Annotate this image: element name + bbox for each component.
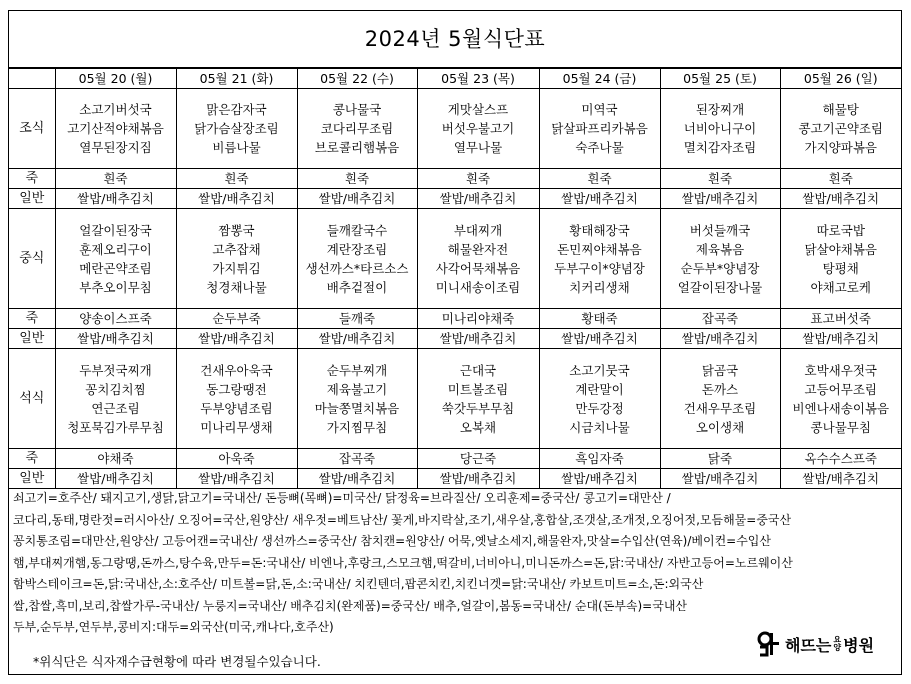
dinner-porridge-cell: 야채죽 [55, 449, 176, 469]
menu-item: 얼갈이된장국 [79, 222, 152, 238]
logo-text-right: 병원 [843, 635, 875, 655]
breakfast-normal-cell: 쌀밥/배추김치 [176, 189, 297, 209]
menu-item: 순두부찌개 [326, 362, 388, 378]
menu-item: 된장찌개 [695, 102, 745, 117]
lunch-porridge-cell: 순두부죽 [176, 309, 297, 329]
dinner-normal-cell: 쌀밥/배추김치 [780, 469, 901, 489]
lunch-menu-cell [417, 209, 539, 309]
menu-item: 미트볼조림 [447, 381, 509, 397]
header-corner [9, 69, 55, 89]
breakfast-normal-cell: 쌀밥/배추김치 [297, 189, 417, 209]
menu-item: 연근조림 [91, 400, 140, 416]
menu-item: 들깨칼국수 [326, 222, 388, 238]
normal-label: 일반 [9, 469, 55, 489]
breakfast-label: 조식 [9, 89, 55, 169]
menu-item: 해물완자전 [447, 241, 509, 257]
logo-text-left: 해뜨는 [785, 635, 832, 655]
normal-label: 일반 [9, 329, 55, 349]
menu-item: 제육불고기 [326, 381, 388, 397]
menu-item: 순두부*양념장 [680, 260, 760, 276]
menu-table [9, 68, 901, 489]
dinner-porridge-cell: 잡곡죽 [297, 449, 417, 469]
dinner-normal-cell: 쌀밥/배추김치 [176, 469, 297, 489]
breakfast-menu-cell [539, 89, 660, 169]
breakfast-menu-cell [55, 89, 176, 169]
menu-item: 가지양파볶음 [804, 140, 877, 155]
dinner-main-row [9, 349, 901, 449]
menu-item: 얼갈이된장나물 [677, 279, 763, 295]
lunch-normal-cell: 쌀밥/배추김치 [660, 329, 780, 349]
menu-item: 버섯들깨국 [689, 222, 751, 238]
menu-item: 숙주나물 [575, 140, 624, 155]
menu-item: 콩나물국 [332, 102, 382, 117]
lunch-normal-cell: 쌀밥/배추김치 [55, 329, 176, 349]
menu-item: 청포묵김가루무침 [67, 419, 164, 435]
breakfast-porridge-cell: 흰죽 [539, 169, 660, 189]
menu-item: 콩나물무침 [810, 419, 871, 435]
menu-item: 오이생채 [695, 419, 745, 435]
breakfast-normal-cell: 쌀밥/배추김치 [780, 189, 901, 209]
menu-item: 브로콜리햄볶음 [314, 140, 400, 155]
breakfast-normal-cell: 쌀밥/배추김치 [660, 189, 780, 209]
menu-item: 돈까스 [701, 381, 739, 397]
header-row [9, 69, 901, 89]
breakfast-normal-cell: 쌀밥/배추김치 [55, 189, 176, 209]
breakfast-porridge-row [9, 169, 901, 189]
breakfast-porridge-cell: 흰죽 [417, 169, 539, 189]
menu-item: 미나리무생채 [200, 419, 273, 435]
menu-item: 호박새우젓국 [804, 362, 877, 378]
dinner-porridge-cell: 옥수수스프죽 [780, 449, 901, 469]
menu-item: 닭살파프리카볶음 [551, 121, 648, 136]
origin-note-line: 햄,부대찌개햄,동그랑땡,돈까스,탕수육,만두=돈:국내산/ 비엔나,후랑크,스모크햄,떡갈비,너비아니,미니돈까스=돈,닭:국내산/ 자반고등어=노르웨이산 [13, 555, 793, 570]
logo-small-text: 요 양 [833, 635, 842, 652]
dinner-normal-row [9, 469, 901, 489]
normal-label: 일반 [9, 189, 55, 209]
menu-item: 열무나물 [453, 140, 503, 155]
menu-item: 콩고기곤약조림 [798, 121, 884, 136]
menu-item: 버섯우불고기 [441, 121, 515, 136]
menu-item: 게맛살스프 [447, 102, 509, 117]
lunch-menu-cell [660, 209, 780, 309]
origin-note-line: 코다리,동태,명란젓=러시아산/ 오징어=국산,원양산/ 새우젓=베트남산/ 꽃게,바지락살,조기,새우살,홍합살,조갯살,조개젓,오징어젓,모듬해물=중국산 [13, 512, 792, 527]
breakfast-normal-row [9, 189, 901, 209]
menu-item: 건새우아욱국 [200, 362, 273, 378]
day-header: 05월 20 (월) [55, 69, 176, 89]
lunch-normal-cell: 쌀밥/배추김치 [297, 329, 417, 349]
menu-item: 동그랑땡전 [206, 381, 267, 397]
dinner-normal-cell: 쌀밥/배추김치 [55, 469, 176, 489]
dinner-normal-cell: 쌀밥/배추김치 [660, 469, 780, 489]
breakfast-porridge-cell: 흰죽 [297, 169, 417, 189]
menu-frame [8, 10, 902, 675]
breakfast-normal-cell: 쌀밥/배추김치 [417, 189, 539, 209]
menu-item: 소고기뭇국 [569, 362, 630, 378]
menu-item: 청경채나물 [206, 279, 267, 295]
breakfast-menu-cell [176, 89, 297, 169]
breakfast-menu-cell [780, 89, 901, 169]
menu-item: 두부젓국찌개 [79, 362, 152, 378]
menu-item: 소고기버섯국 [79, 102, 152, 117]
lunch-porridge-row [9, 309, 901, 329]
menu-item: 고기산적야채볶음 [67, 121, 164, 136]
menu-item: 사각어묵채볶음 [435, 260, 521, 276]
dinner-label: 석식 [9, 349, 55, 449]
menu-item: 근대국 [459, 362, 497, 378]
lunch-porridge-cell: 표고버섯죽 [780, 309, 901, 329]
menu-item: 고등어무조림 [804, 381, 877, 397]
dinner-menu-cell [417, 349, 539, 449]
menu-item: 닭가슴살장조림 [194, 121, 279, 136]
menu-item: 메란곤약조림 [79, 260, 152, 276]
menu-item: 가지튀김 [212, 260, 261, 276]
breakfast-porridge-cell: 흰죽 [176, 169, 297, 189]
menu-item: 건새우무조림 [683, 400, 757, 416]
menu-item: 꽁치김치찜 [85, 381, 146, 397]
origin-note-line: 쇠고기=호주산/ 돼지고기,생닭,닭고기=국내산/ 돈등뼈(목뼈)=미국산/ 닭정육=브라질산/ 오리훈제=중국산/ 콩고기=대만산 / [13, 491, 671, 505]
lunch-normal-cell: 쌀밥/배추김치 [539, 329, 660, 349]
breakfast-menu-cell [660, 89, 780, 169]
lunch-menu-cell [780, 209, 901, 309]
menu-item: 생선까스*타르소스 [305, 260, 409, 276]
dinner-porridge-cell: 아욱죽 [176, 449, 297, 469]
dinner-menu-cell [176, 349, 297, 449]
porridge-label: 죽 [9, 309, 55, 329]
menu-item: 짬뽕국 [218, 222, 255, 238]
day-header: 05월 21 (화) [176, 69, 297, 89]
dinner-menu-cell [55, 349, 176, 449]
dinner-normal-cell: 쌀밥/배추김치 [539, 469, 660, 489]
menu-item: 오복채 [459, 419, 497, 435]
menu-item: 미역국 [581, 102, 618, 117]
dinner-porridge-cell: 흑임자죽 [539, 449, 660, 469]
footnote: *위식단은 식자재수급현황에 따라 변경될수있습니다. [33, 654, 321, 669]
lunch-menu-cell [176, 209, 297, 309]
menu-item: 멸치감자조림 [683, 140, 757, 155]
lunch-normal-row [9, 329, 901, 349]
menu-item: 닭곰국 [701, 362, 739, 378]
hospital-logo [757, 630, 874, 658]
menu-item: 훈제오리구이 [79, 241, 152, 257]
dinner-menu-cell [539, 349, 660, 449]
day-header: 05월 24 (금) [539, 69, 660, 89]
origin-note-line: 꽁치통조림=대만산,원양산/ 고등어캔=국내산/ 생선까스=중국산/ 참치캔=원양산/ 어묵,옛날소세지,해물완자,맛살=수입산(연육)/베이컨=수입산 [13, 534, 771, 548]
menu-item: 가지찜무침 [326, 419, 388, 435]
day-header: 05월 23 (목) [417, 69, 539, 89]
origin-note-line: 함박스테이크=돈,닭:국내산,소:호주산/ 미트볼=닭,돈,소:국내산/ 치킨텐더,팝콘치킨,치킨너겟=닭:국내산/ 카보트미트=소,돈:외국산 [13, 577, 704, 591]
menu-item: 황태해장국 [569, 222, 630, 238]
menu-item: 해물탕 [822, 102, 859, 117]
menu-item: 비엔나새송이볶음 [792, 400, 890, 416]
lunch-menu-cell [539, 209, 660, 309]
menu-item: 미니새송이조림 [435, 279, 521, 295]
menu-item: 열무된장지짐 [79, 140, 152, 155]
lunch-normal-cell: 쌀밥/배추김치 [176, 329, 297, 349]
menu-item: 닭살야채볶음 [804, 241, 877, 257]
origin-note-line: 두부,순두부,연두부,콩비지:대두=외국산(미국,캐나다,호주산) [13, 620, 334, 634]
day-header: 05월 26 (일) [780, 69, 901, 89]
lunch-menu-cell [297, 209, 417, 309]
breakfast-porridge-cell: 흰죽 [780, 169, 901, 189]
menu-item: 계란말이 [575, 381, 624, 397]
dinner-menu-cell [780, 349, 901, 449]
breakfast-porridge-cell: 흰죽 [55, 169, 176, 189]
menu-item: 너비아니구이 [683, 121, 757, 136]
dinner-porridge-cell: 닭죽 [660, 449, 780, 469]
day-header: 05월 25 (토) [660, 69, 780, 89]
lunch-label: 중식 [9, 209, 55, 309]
lunch-main-row [9, 209, 901, 309]
menu-item: 만두강정 [575, 400, 624, 416]
dinner-porridge-row [9, 449, 901, 469]
lunch-porridge-cell: 양송이스프죽 [55, 309, 176, 329]
menu-item: 돈민찌야채볶음 [557, 241, 642, 257]
menu-item: 부대찌개 [453, 222, 503, 238]
dinner-normal-cell: 쌀밥/배추김치 [297, 469, 417, 489]
menu-item: 부추오이무침 [79, 279, 152, 295]
lunch-porridge-cell: 미나리야채죽 [417, 309, 539, 329]
page-title: 2024년 5월식단표 [9, 11, 901, 68]
breakfast-menu-cell [417, 89, 539, 169]
dinner-porridge-cell: 당근죽 [417, 449, 539, 469]
menu-item: 배추겉절이 [326, 279, 388, 295]
breakfast-porridge-cell: 흰죽 [660, 169, 780, 189]
lunch-normal-cell: 쌀밥/배추김치 [780, 329, 901, 349]
menu-item: 맑은감자국 [206, 102, 267, 117]
menu-item: 고추잡채 [212, 241, 261, 257]
breakfast-normal-cell: 쌀밥/배추김치 [539, 189, 660, 209]
menu-item: 마늘쫑멸치볶음 [314, 400, 400, 416]
menu-item: 치커리생채 [569, 279, 630, 295]
lunch-normal-cell: 쌀밥/배추김치 [417, 329, 539, 349]
origin-notes [9, 488, 901, 639]
origin-note-line: 쌀,찹쌀,흑미,보리,찹쌀가루-국내산/ 누룽지=국내산/ 배추김치(완제품)=중국산/ 배추,얼갈이,봄동=국내산/ 순대(돈부속)=국내산 [13, 598, 688, 613]
menu-item: 따로국밥 [816, 222, 865, 238]
dinner-menu-cell [297, 349, 417, 449]
menu-item: 쑥갓두부무침 [441, 400, 515, 416]
menu-item: 두부구이*양념장 [554, 260, 645, 276]
menu-item: 탕평채 [822, 260, 859, 276]
menu-item: 두부양념조림 [200, 400, 273, 416]
menu-item: 계란장조림 [326, 241, 388, 257]
menu-item: 시금치나물 [569, 419, 630, 435]
menu-item: 비름나물 [212, 140, 261, 155]
lunch-porridge-cell: 잡곡죽 [660, 309, 780, 329]
menu-item: 코다리무조림 [320, 121, 394, 136]
porridge-label: 죽 [9, 169, 55, 189]
day-header: 05월 22 (수) [297, 69, 417, 89]
menu-item: 야채고로케 [810, 279, 871, 295]
breakfast-menu-cell [297, 89, 417, 169]
lunch-porridge-cell: 들깨죽 [297, 309, 417, 329]
lunch-menu-cell [55, 209, 176, 309]
dinner-normal-cell: 쌀밥/배추김치 [417, 469, 539, 489]
dinner-menu-cell [660, 349, 780, 449]
lunch-porridge-cell: 황태죽 [539, 309, 660, 329]
breakfast-main-row [9, 89, 901, 169]
menu-item: 제육볶음 [695, 241, 745, 257]
hospital-logo-icon [757, 631, 781, 657]
porridge-label: 죽 [9, 449, 55, 469]
